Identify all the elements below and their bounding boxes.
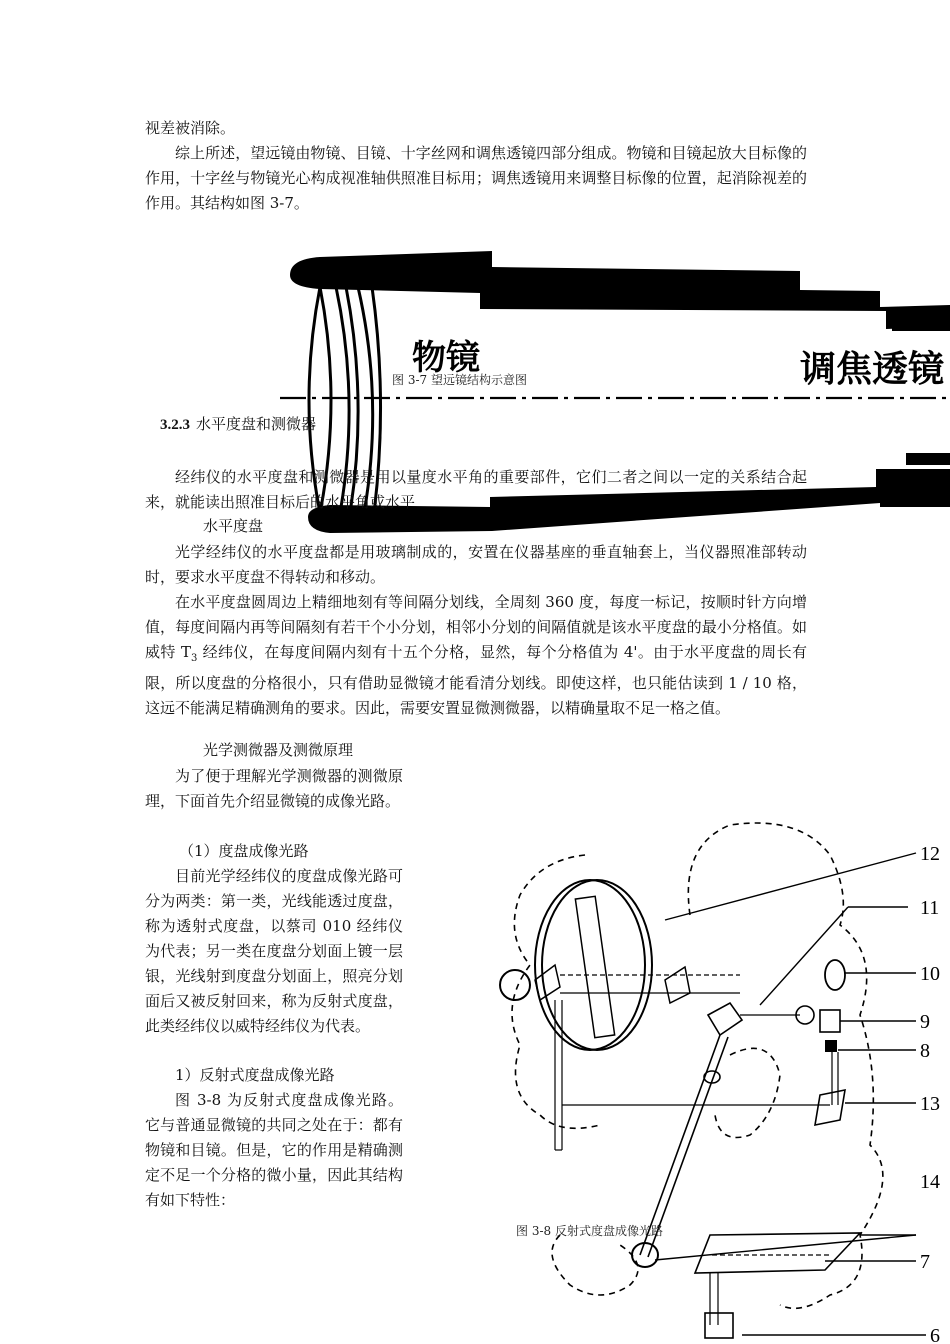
paragraph	[145, 590, 807, 721]
subheading: 1）反射式度盘成像光路	[175, 1066, 335, 1084]
label-12: 12	[920, 843, 940, 865]
paragraph: 视差被消除。	[145, 119, 236, 137]
section-heading	[160, 413, 316, 434]
label-7: 7	[920, 1251, 930, 1273]
paragraph: 经纬仪的水平度盘和测微器是用以量度水平角的重要部件，它们二者之间以一定的关系结合起来，就能读出照准目标后的水平角或水平	[145, 468, 807, 511]
section-number: 3.2.3	[160, 417, 190, 433]
label-11: 11	[920, 897, 940, 919]
label-9: 9	[920, 1011, 930, 1033]
label-objective: 物镜	[412, 338, 480, 378]
figure-3-8-optical-path	[480, 815, 950, 1344]
paragraph-part: 经纬仪，在每度间隔内刻有十五个分格，显然，每个分格值为 4'。由于水平度盘的周长有限，所以度盘的分格很小，只有借助显微镜才能看清分划线。即使这样，也只能估读到 1 / 10 格，这远不能满足精确测角的要求。因此，需要安置显微测微器，以精确量取不足一格之值。	[145, 643, 807, 717]
subheading: 水平度盘	[203, 517, 264, 535]
paragraph: 综上所述，望远镜由物镜、目镜、十字丝网和调焦透镜四部分组成。物镜和目镜起放大目标像的作用，十字丝与物镜光心构成视准轴供照准目标用；调焦透镜用来调整目标像的位置，起消除视差的作用。其结构如图 3-7。	[145, 144, 807, 212]
paragraph-part: 在水平度盘圆周边上精细地刻有等间隔分划线，全周刻 360 度，每度一标记，按顺时针方向增值，每度间隔内再等间隔刻有若干个小分划，相邻小分划的间隔值就是该水平度盘的最小分格值。如威特 T	[145, 593, 807, 661]
paragraph: 目前光学经纬仪的度盘成像光路可分为两类：第一类，光线能透过度盘，称为透射式度盘，以蔡司 010 经纬仪为代表；另一类在度盘分划面上镀一层银，光线射到度盘分划面上，照亮分划面后又被反射回来，称为反射式度盘，此类经纬仪以威特经纬仪为代表。	[145, 867, 403, 1035]
figure-3-8-caption: 图 3-8 反射式度盘成像光路	[516, 1224, 663, 1238]
label-14: 14	[920, 1171, 940, 1193]
label-focus-lens: 调焦透镜	[800, 349, 945, 390]
subscript: 3	[191, 653, 198, 664]
label-10: 10	[920, 963, 940, 985]
label-6: 6	[930, 1325, 940, 1344]
label-13: 13	[920, 1093, 940, 1115]
paragraph: 为了便于理解光学测微器的测微原理，下面首先介绍显微镜的成像光路。	[145, 767, 403, 810]
section-title: 水平度盘和测微器	[196, 415, 317, 433]
subheading: 光学测微器及测微原理	[203, 741, 354, 759]
label-8: 8	[920, 1040, 930, 1062]
paragraph: 光学经纬仪的水平度盘都是用玻璃制成的，安置在仪器基座的垂直轴套上，当仪器照准部转动时，要求水平度盘不得转动和移动。	[145, 543, 807, 586]
figure-3-7-caption: 图 3-7 望远镜结构示意图	[392, 373, 527, 387]
paragraph: 图 3-8 为反射式度盘成像光路。它与普通显微镜的共同之处在于：都有物镜和目镜。但是，它的作用是精确测定不足一个分格的微小量，因此其结构有如下特性：	[145, 1091, 403, 1209]
subheading: （1）度盘成像光路	[179, 842, 309, 860]
